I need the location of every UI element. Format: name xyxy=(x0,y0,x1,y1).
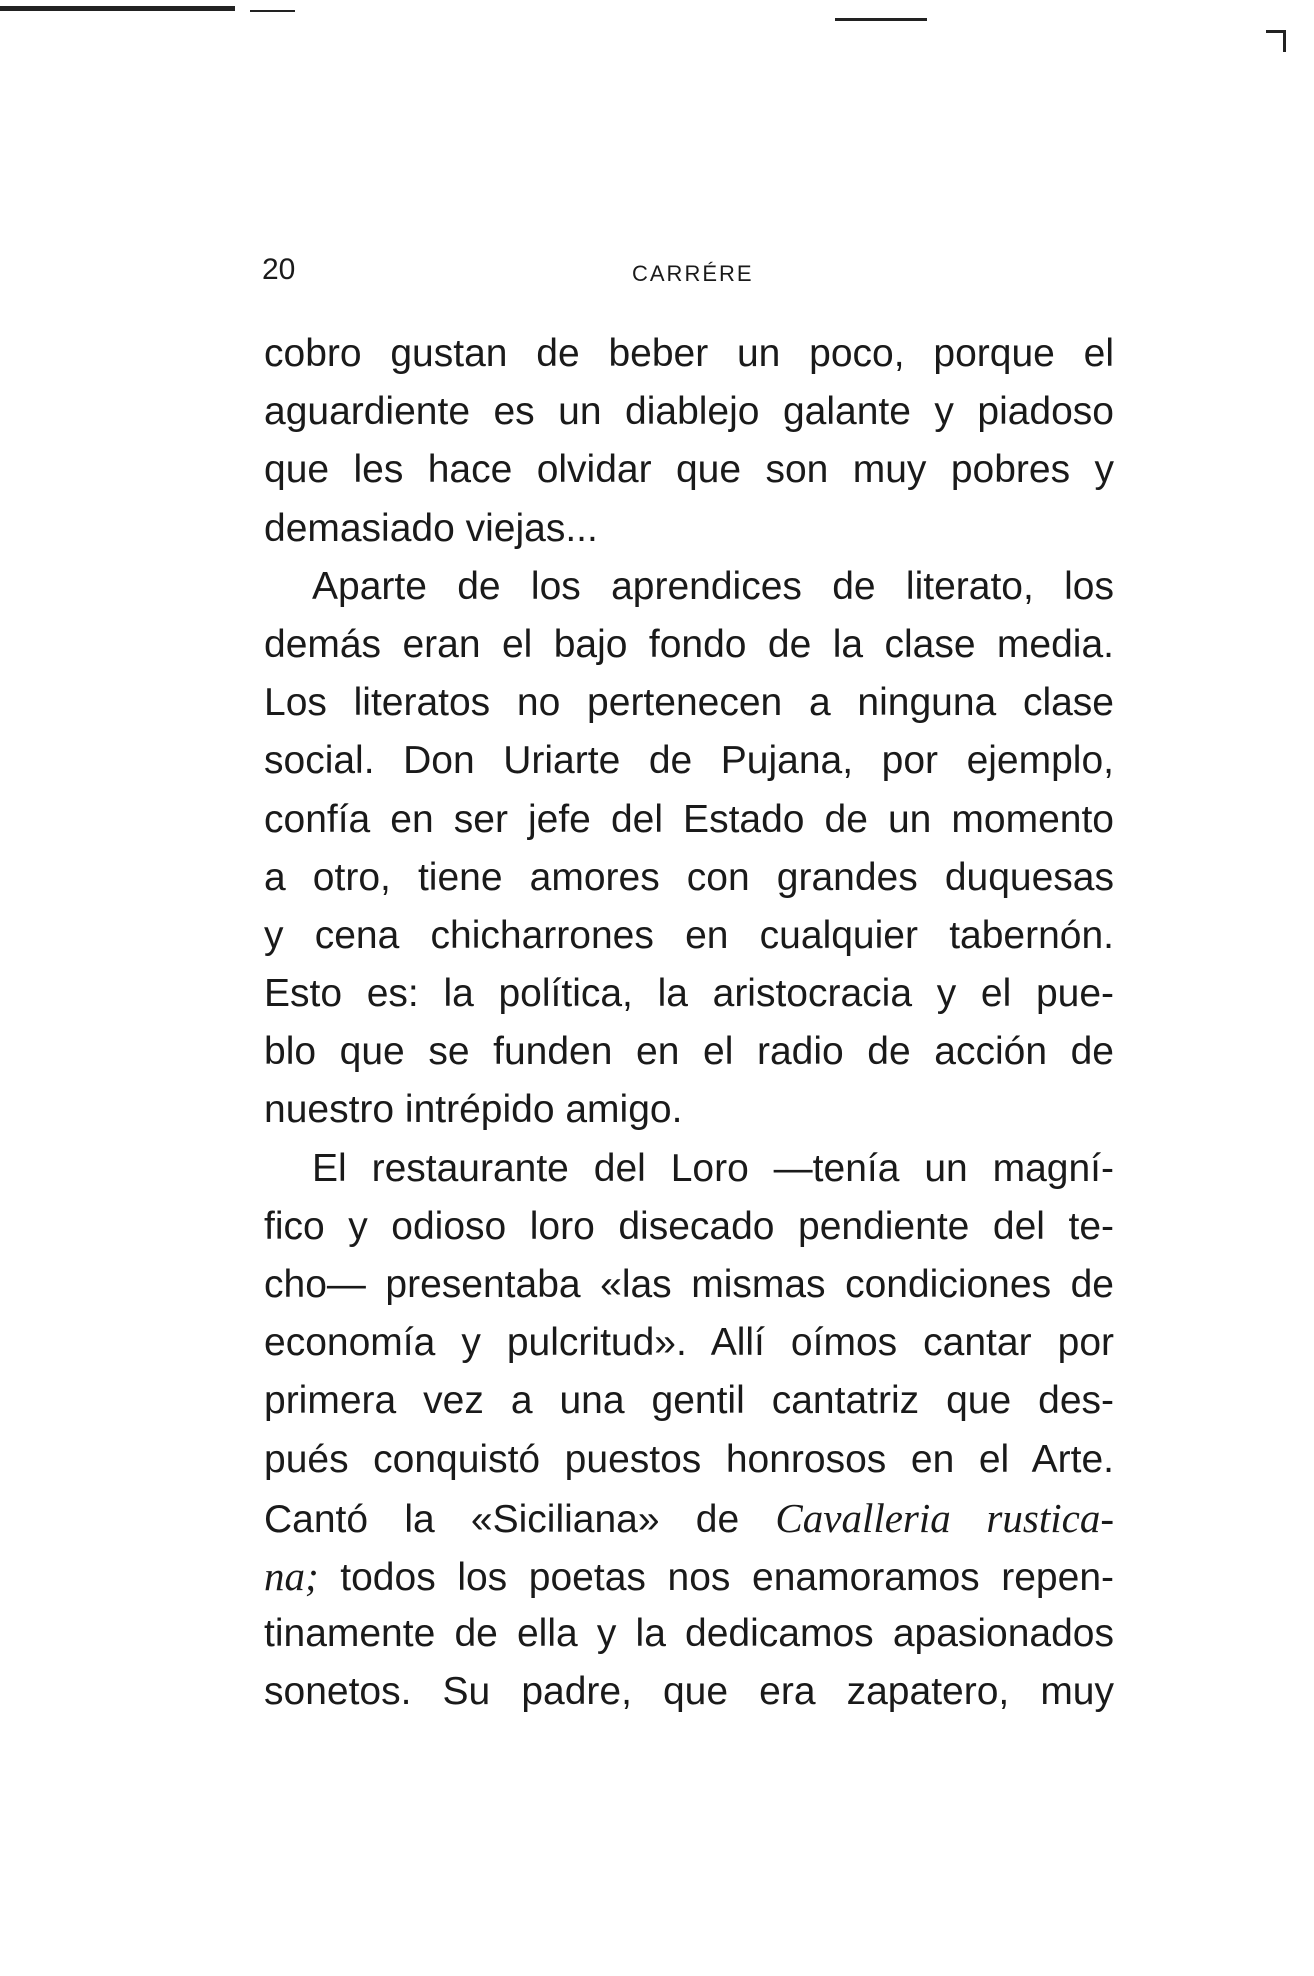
text-line: economía y pulcritud». Allí oímos cantar por xyxy=(264,1321,1114,1365)
text-line: Aparte de los aprendices de literato, los xyxy=(312,564,1114,608)
text-line xyxy=(264,1547,1114,1605)
scan-edge-mark xyxy=(1283,30,1286,52)
text-line: social. Don Uriarte de Pujana, por ejemplo, xyxy=(264,739,1114,783)
text-line: tinamente de ella y la dedicamos apasionados xyxy=(264,1612,1114,1656)
text-line: primera vez a una gentil cantatriz que des- xyxy=(264,1379,1114,1423)
scan-edge-mark xyxy=(250,10,295,12)
text-line: cho— presentaba «las mismas condiciones de xyxy=(264,1263,1114,1306)
text-run: todos los poetas nos enamoramos repen- xyxy=(318,1555,1114,1599)
paragraph xyxy=(264,558,1114,1140)
running-head xyxy=(262,255,1112,295)
text-line: fico y odioso loro disecado pendiente del te- xyxy=(264,1204,1114,1248)
text-line: nuestro intrépido amigo. xyxy=(264,1088,683,1132)
page-body xyxy=(264,325,1114,1722)
text-line: Los literatos no pertenecen a ninguna clase xyxy=(264,681,1114,725)
text-line: El restaurante del Loro —tenía un magní- xyxy=(312,1146,1114,1190)
text-line: demasiado viejas... xyxy=(264,506,598,550)
text-line: blo que se funden en el radio de acción de xyxy=(264,1030,1114,1074)
text-line xyxy=(264,1489,1114,1547)
text-line: que les hace olvidar que son muy pobres y xyxy=(264,448,1114,492)
text-line: pués conquistó puestos honrosos en el Arte. xyxy=(264,1437,1114,1481)
scan-edge-mark xyxy=(1266,30,1286,33)
text-line: sonetos. Su padre, que era zapatero, muy xyxy=(264,1670,1114,1714)
paragraph xyxy=(264,325,1114,558)
text-line: demás eran el bajo fondo de la clase media. xyxy=(264,622,1114,666)
text-line: aguardiente es un diablejo galante y piadoso xyxy=(264,390,1114,434)
text-line: cobro gustan de beber un poco, porque el xyxy=(264,332,1114,375)
page-number: 20 xyxy=(262,253,296,286)
text-line: y cena chicharrones en cualquier tabernón. xyxy=(264,913,1114,957)
scan-edge-mark xyxy=(835,18,927,21)
running-title: CARRÉRE xyxy=(632,261,754,286)
text-line: a otro, tiene amores con grandes duquesas xyxy=(264,855,1114,899)
text-line: confía en ser jefe del Estado de un momento xyxy=(264,797,1114,841)
paragraph xyxy=(264,1140,1114,1722)
italic-title: Cavalleria rustica- xyxy=(775,1494,1114,1541)
italic-title: na; xyxy=(264,1552,319,1599)
text-run: Cantó la «Siciliana» de xyxy=(264,1497,776,1541)
text-line: Esto es: la política, la aristocracia y el pue- xyxy=(264,972,1114,1016)
scan-edge-mark xyxy=(0,6,235,11)
